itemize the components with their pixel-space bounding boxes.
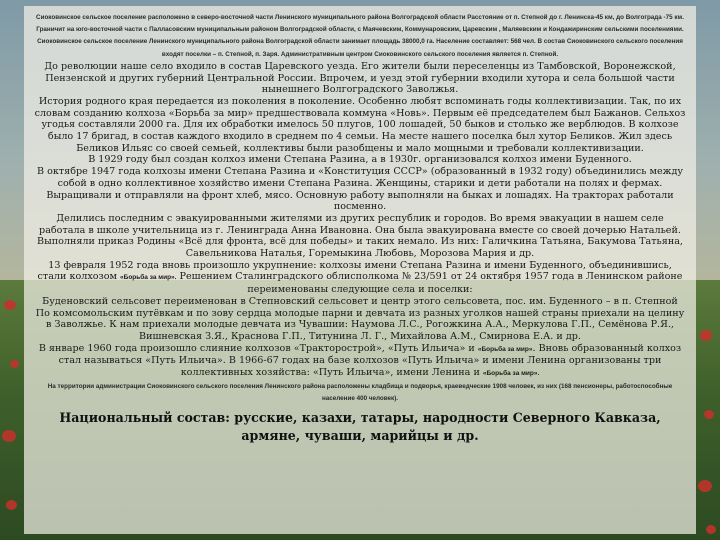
text-panel (24, 6, 696, 534)
paragraph-1952-text: 13 февраля 1952 года вновь произошло укрупнение: колхозы имени Степана Разина и имени Буденного, объединившись, стали колхозом (37, 259, 672, 283)
nationality-line-1: Национальный состав: русские, казахи, татары, народности Северного Кавказа, (59, 410, 661, 426)
poppy (700, 330, 712, 341)
poppy (2, 430, 16, 442)
population-note: На территории администрации Сиоковинского сельского поселения Ленинского района расположены кладбища и подворья, краеведческие 1908 человек, из них (168 пенсионеры, работоспособные население 400 человек). (47, 382, 673, 402)
poppy (704, 410, 714, 419)
paragraph-1960 (34, 343, 686, 380)
kolkhoz-name-handwritten: «Борьба за мир». (482, 370, 540, 378)
paragraph-budenovsky: Буденовский сельсовет переименован в Степновский сельсовет и центр этого сельсовета, пос. им. Буденного – в п. Степной (42, 295, 678, 307)
paragraph-1952 (34, 260, 686, 296)
paragraph-collectivization: История родного края передается из поколения в поколение. Особенно любят вспоминать годы коллективизации. Так, по их словам созданию колхоза «Борьба за мир» предшествовала коммуна «Новь». Первым её председателем был Бажанов. Сельхоз угодья составляли 2000 га. Для их обработки имелось 50 плугов, 100 лошадей, 50 быков и столько же верблюдов. В колхозе было 17 бригад, в состав каждого входило в среднем по 4 семьи. На месте нашего поселка был хутор Беликов. Жил здесь Беликов Ильяс со своей семьей, коллективы были разобщены и мало мощными и требовали коллективизации. (34, 95, 686, 154)
paragraph-1947: В октябре 1947 года колхозы имени Степана Разина и «Конституция СССР» (образованный в 1932 году) объединились между собой в одно коллективное хозяйство имени Степана Разина. Женщины, старики и дети работали на полях и фермах. Выращивали и отправляли на фронт хлеб, мясо. Основную работу выполняли на быках и лошадях. На тракторах работали посменно. (36, 166, 684, 213)
paragraph-1929: В 1929 году был создан колхоз имени Степана Разина, а в 1930г. организовался колхоз имени Буденного. (88, 154, 632, 166)
paragraph-1960-tail: . Вновь образованный колхоз стал называться «Путь Ильича». В 1966-67 годах на базе колхозов «Путь Ильича» и имени Ленина организованы три коллективных хозяйства: «Путь Ильича», имени Ленина и (58, 342, 682, 379)
poppy (6, 500, 17, 510)
paragraph-1960-text: В январе 1960 года произошло слияние колхозов «Тракторострой», «Путь Ильича» и (38, 342, 478, 354)
poppy (698, 480, 712, 492)
poppy (10, 360, 19, 368)
kolkhoz-name-handwritten: «Борьба за мир» (477, 345, 533, 353)
poppy (4, 300, 16, 310)
paragraph-war-order: Выполняли приказ Родины «Всё для фронта, всё для победы» и таких немало. Из них: Галичкина Татьяна, Бакумова Татьяна, Савельникова Наталья, Горемыкина Любовь, Морозова Мария и др. (37, 236, 683, 260)
kolkhoz-name-handwritten: «Борьба за мир». (120, 274, 177, 282)
paragraph-evacuation: Делились последним с эвакуированными жителями из других республик и городов. Во время эвакуации в нашем селе работала в школе учительница из г. Ленинграда Анна Ивановна. Она была эвакуирована вместе со своей дочерью Натальей. (39, 212, 681, 236)
nationality-heading (34, 409, 686, 444)
nationality-line-2: армяне, чуваши, марийцы и др. (241, 427, 479, 443)
poppy (706, 525, 716, 534)
location-header: Сиоковинское сельское поселение расположено в северо-восточной части Ленинского муниципального района Волгоградской области Расстояние от п. Степной до г. Ленинска-45 км, до Волгограда -75 км. Граничит на юго-восточной части с Палласовским муниципальным районом Волгоградской области, с Маячевским, Коммунаровским, Царевским , Маляевским и Кондажиринским сельскими поселениями. Сиоковинское сельское поселение Ленинского муниципального района Волгоградской области занимает площадь 38000,0 га. Население составляет: 568 чел. В состав Сиоковинского сельского поселения входят поселки – п. Степной, п. Заря. Административным центром Сиоковинского сельского поселения является п. Степной. (36, 14, 684, 58)
paragraph-revolution: До революции наше село входило в состав Царевского уезда. Его жители были переселенцы из Тамбовской, Воронежской, Пензенской и других губерний Центральной России. Впрочем, и уезд этой губернии входили хутора и села большой части нынешнего Волгоградского Заволжья. (44, 60, 676, 96)
paragraph-1952-tail: Решением Сталинградского облисполкома № 23/591 от 24 октября 1957 года в Ленинском районе переименованы следующие села и поселки: (176, 271, 683, 296)
paragraph-komsomol: По комсомольским путёвкам и по зову сердца молодые парни и девчата из разных уголков нашей страны приехали на целину в Заволжье. К нам приехали молодые девчата из Чувашии: Наумова Л.С., Рогожкина А.А., Меркулова Г.П., Семёнова Р.Я., Вишневская З.Я., Краснова Г.П., Титунина Л. Г., Михайлова А.М., Смирнова Е.А. и др. (35, 307, 685, 342)
